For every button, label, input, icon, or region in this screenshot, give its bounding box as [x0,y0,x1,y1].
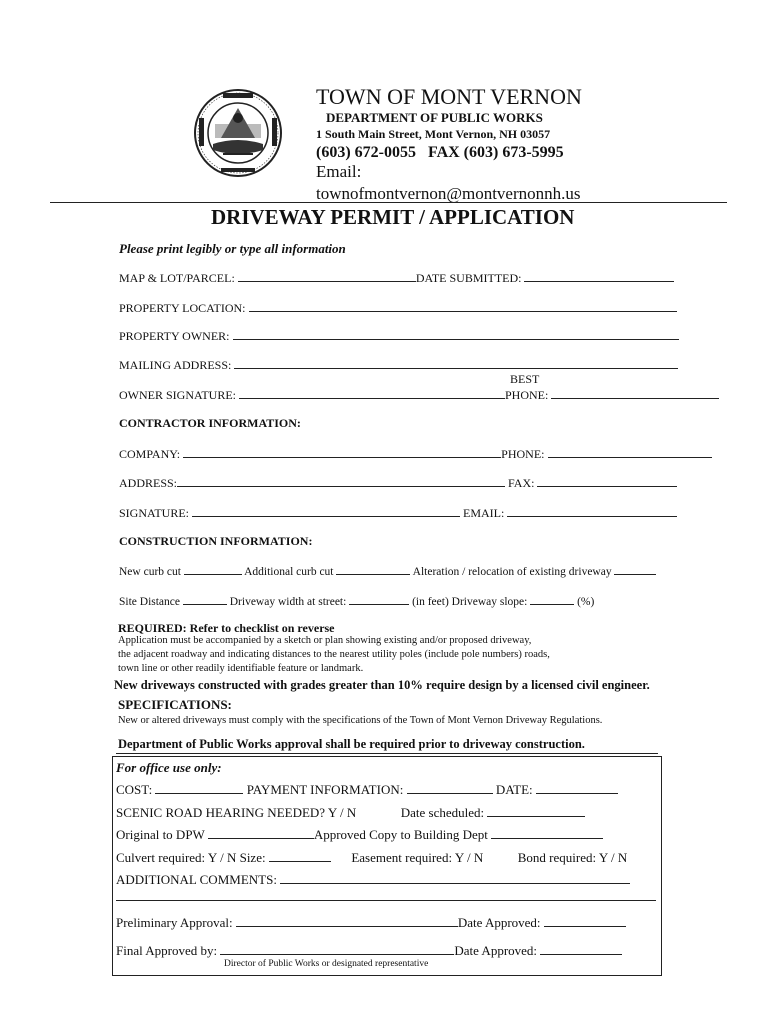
specifications-text: New or altered driveways must comply with the specifications of the Town of Mont Vernon Driveway Regulations. [118,715,603,726]
preliminary-date-label: Date Approved: [457,915,541,930]
original-to-dpw-label: Original to DPW [116,827,205,842]
office-date-field[interactable] [536,781,618,794]
scenic-row [116,804,585,821]
contractor-signature-field[interactable] [192,505,460,517]
date-scheduled-label: Date scheduled: [400,805,485,820]
map-lot-label: MAP & LOT/PARCEL: [119,271,235,285]
property-owner-label: PROPERTY OWNER: [119,329,230,343]
email-label: Email: [316,162,362,181]
company-label: COMPANY: [119,447,181,461]
culvert-row [116,849,627,866]
driveway-width-field[interactable] [349,593,409,605]
owner-phone-label: PHONE: [505,388,549,402]
property-owner-row [119,328,679,344]
preliminary-date-field[interactable] [544,914,626,927]
owner-signature-label: OWNER SIGNATURE: [119,388,236,402]
approved-copy-field[interactable] [491,826,603,839]
driveway-slope-label: (in feet) Driveway slope: [412,596,528,608]
date-scheduled-field[interactable] [487,804,585,817]
new-curb-cut-label: New curb cut [119,566,181,578]
fax-label: FAX: [508,476,535,490]
contractor-address-row [119,475,677,491]
cost-field[interactable] [155,781,243,794]
fax-number: FAX (603) 673-5995 [427,144,564,161]
contractor-phone-field[interactable] [548,446,712,458]
grade-notice: New driveways constructed with grades greater than 10% require design by a licensed civil engineer. [114,678,650,692]
mailing-address-row [119,357,678,373]
company-row [119,446,712,462]
scenic-label: SCENIC ROAD HEARING NEEDED? Y / N [116,805,357,820]
final-date-label: Date Approved: [454,943,538,958]
property-location-row [119,300,677,316]
department-address: 1 South Main Street, Mont Vernon, NH 03057 [316,127,551,141]
site-distance-row [119,593,594,608]
phone-number: (603) 672-0055 [316,144,416,161]
easement-label: Easement required: Y / N [351,850,484,865]
director-caption: Director of Public Works or designated representative [224,959,429,969]
cost-row [116,781,618,798]
culvert-label: Culvert required: Y / N Size: [116,850,266,865]
additional-curb-cut-label: Additional curb cut [244,566,334,578]
additional-comments-row [116,871,630,888]
map-lot-row [119,270,674,286]
preliminary-field[interactable] [236,914,458,927]
new-curb-cut-field[interactable] [184,563,242,575]
driveway-width-label: Driveway width at street: [229,596,347,608]
payment-field[interactable] [407,781,493,794]
bond-label: Bond required: Y / N [517,850,628,865]
approval-notice: Department of Public Works approval shall be required prior to driveway construction. [118,737,585,751]
final-label: Final Approved by: [116,943,218,958]
owner-phone-field[interactable] [551,387,719,399]
additional-curb-cut-field[interactable] [336,563,410,575]
form-title: DRIVEWAY PERMIT / APPLICATION [211,205,575,229]
contractor-heading: CONTRACTOR INFORMATION: [119,416,301,430]
date-submitted-field[interactable] [524,270,674,282]
contractor-phone-label: PHONE: [501,447,545,461]
best-label: BEST [510,372,540,386]
preliminary-label: Preliminary Approval: [116,915,233,930]
contractor-address-field[interactable] [177,475,505,487]
final-row [116,942,622,959]
original-to-dpw-field[interactable] [208,826,314,839]
additional-comments-field[interactable] [280,871,630,884]
alteration-field[interactable] [614,563,656,575]
cost-label: COST: [116,782,153,797]
fax-field[interactable] [537,475,677,487]
property-owner-field[interactable] [233,328,679,340]
curb-cut-row [119,563,656,578]
required-line-2: the adjacent roadway and indicating distances to the nearest utility poles (include pole numbers) roads, [118,649,550,660]
comments-second-line[interactable] [116,900,656,901]
mailing-address-label: MAILING ADDRESS: [119,358,232,372]
mailing-address-field[interactable] [234,357,678,369]
map-lot-field[interactable] [238,270,416,282]
final-date-field[interactable] [540,942,622,955]
specifications-heading: SPECIFICATIONS: [118,697,232,712]
date-submitted-label: DATE SUBMITTED: [415,271,522,285]
approval-notice-underline [116,753,658,754]
additional-comments-label: ADDITIONAL COMMENTS: [116,872,277,887]
final-field[interactable] [220,942,454,955]
required-heading: REQUIRED: Refer to checklist on reverse [118,621,335,635]
office-use-heading: For office use only: [116,760,222,775]
department-name: DEPARTMENT OF PUBLIC WORKS [326,110,543,125]
alteration-label: Alteration / relocation of existing driveway [412,566,612,578]
approved-copy-label: Approved Copy to Building Dept [313,827,488,842]
payment-label: PAYMENT INFORMATION: [246,782,404,797]
driveway-slope-field[interactable] [530,593,574,605]
site-distance-field[interactable] [183,593,227,605]
construction-heading: CONSTRUCTION INFORMATION: [119,534,313,548]
site-distance-label: Site Distance [119,596,180,608]
email-address: townofmontvernon@montvernonnh.us [316,184,581,203]
instruction-text: Please print legibly or type all information [119,241,346,256]
header-divider [50,202,727,203]
town-name: TOWN OF MONT VERNON [316,84,582,109]
required-line-3: town line or other readily identifiable feature or landmark. [118,663,364,674]
town-seal-logo [193,88,283,178]
office-date-label: DATE: [495,782,533,797]
contractor-address-label: ADDRESS: [119,476,178,490]
owner-signature-row [119,387,719,403]
company-field[interactable] [183,446,501,458]
email-field-label: EMAIL: [463,506,505,520]
owner-signature-field[interactable] [239,387,505,399]
original-dpw-row [116,826,603,843]
preliminary-row [116,914,626,931]
percent-label: (%) [577,596,595,608]
culvert-size-field[interactable] [269,849,331,862]
contractor-signature-label: SIGNATURE: [119,506,190,520]
contractor-signature-row [119,505,677,521]
department-phone [316,144,564,162]
contractor-email-field[interactable] [507,505,677,517]
required-line-1: Application must be accompanied by a sketch or plan showing existing and/or proposed driveway, [118,635,532,646]
property-location-field[interactable] [249,300,677,312]
property-location-label: PROPERTY LOCATION: [119,301,246,315]
